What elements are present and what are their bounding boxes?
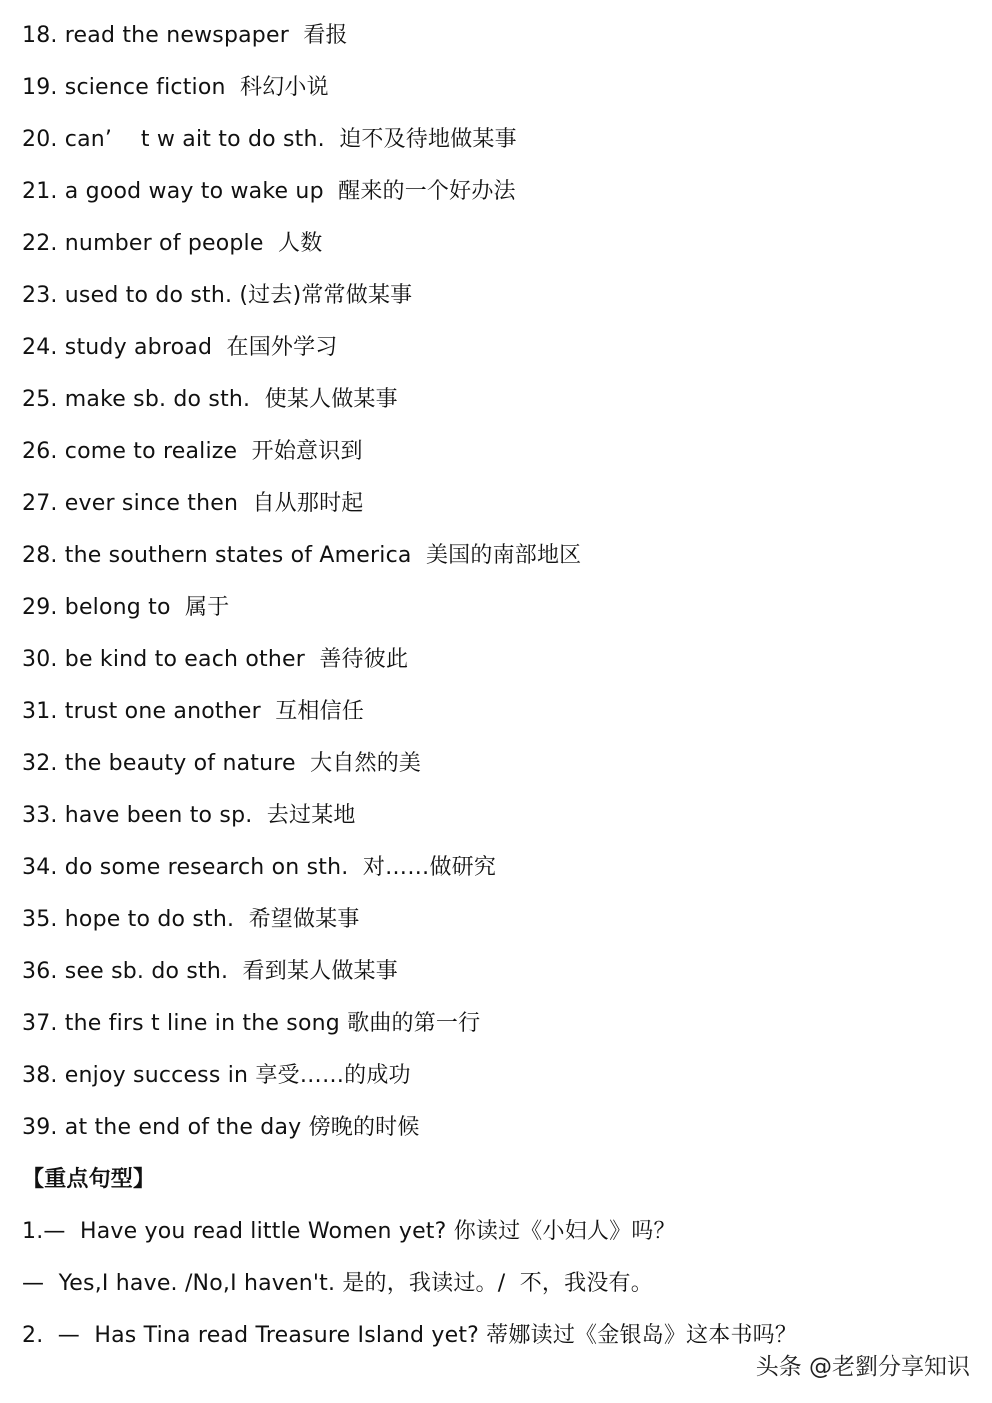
phrase-23: 23. used to do sth. (过去)常常做某事 — [22, 283, 413, 308]
phrase-35: 35. hope to do sth. 希望做某事 — [22, 907, 360, 932]
phrase-18: 18. read the newspaper 看报 — [22, 23, 348, 48]
phrase-39: 39. at the end of the day 傍晚的时候 — [22, 1115, 420, 1140]
section-heading: 【重点句型】 — [22, 1167, 156, 1192]
phrase-38: 38. enjoy success in 享受……的成功 — [22, 1063, 411, 1088]
phrase-31: 31. trust one another 互相信任 — [22, 699, 365, 724]
phrase-21: 21. a good way to wake up 醒来的一个好办法 — [22, 179, 516, 204]
phrase-32: 32. the beauty of nature 大自然的美 — [22, 751, 422, 776]
phrase-33: 33. have been to sp. 去过某地 — [22, 803, 356, 828]
phrase-20: 20. can’ t w ait to do sth. 迫不及待地做某事 — [22, 127, 517, 152]
phrase-24: 24. study abroad 在国外学习 — [22, 335, 338, 360]
phrase-30: 30. be kind to each other 善待彼此 — [22, 647, 409, 672]
phrase-25: 25. make sb. do sth. 使某人做某事 — [22, 387, 398, 412]
phrase-37: 37. the firs t line in the song 歌曲的第一行 — [22, 1011, 481, 1036]
phrase-29: 29. belong to 属于 — [22, 595, 230, 620]
watermark: 头条 @老劉分享知识 — [755, 1354, 970, 1380]
sentence-1-question: 1.— Have you read little Women yet? 你读过《小妇人》吗？ — [22, 1219, 676, 1244]
phrase-27: 27. ever since then 自从那时起 — [22, 491, 364, 516]
phrase-36: 36. see sb. do sth. 看到某人做某事 — [22, 959, 398, 984]
phrase-28: 28. the southern states of America 美国的南部地区 — [22, 543, 582, 568]
phrase-22: 22. number of people 人数 — [22, 231, 323, 256]
phrase-19: 19. science fiction 科幻小说 — [22, 75, 329, 100]
sentence-2-question: 2. — Has Tina read Treasure Island yet? 蒂娜读过《金银岛》这本书吗？ — [22, 1323, 798, 1348]
phrase-34: 34. do some research on sth. 对……做研究 — [22, 855, 497, 880]
phrase-26: 26. come to realize 开始意识到 — [22, 439, 363, 464]
sentence-1-answer: — Yes,I have. /No,I haven't. 是的，我读过。/ 不，我没有。 — [22, 1271, 653, 1296]
